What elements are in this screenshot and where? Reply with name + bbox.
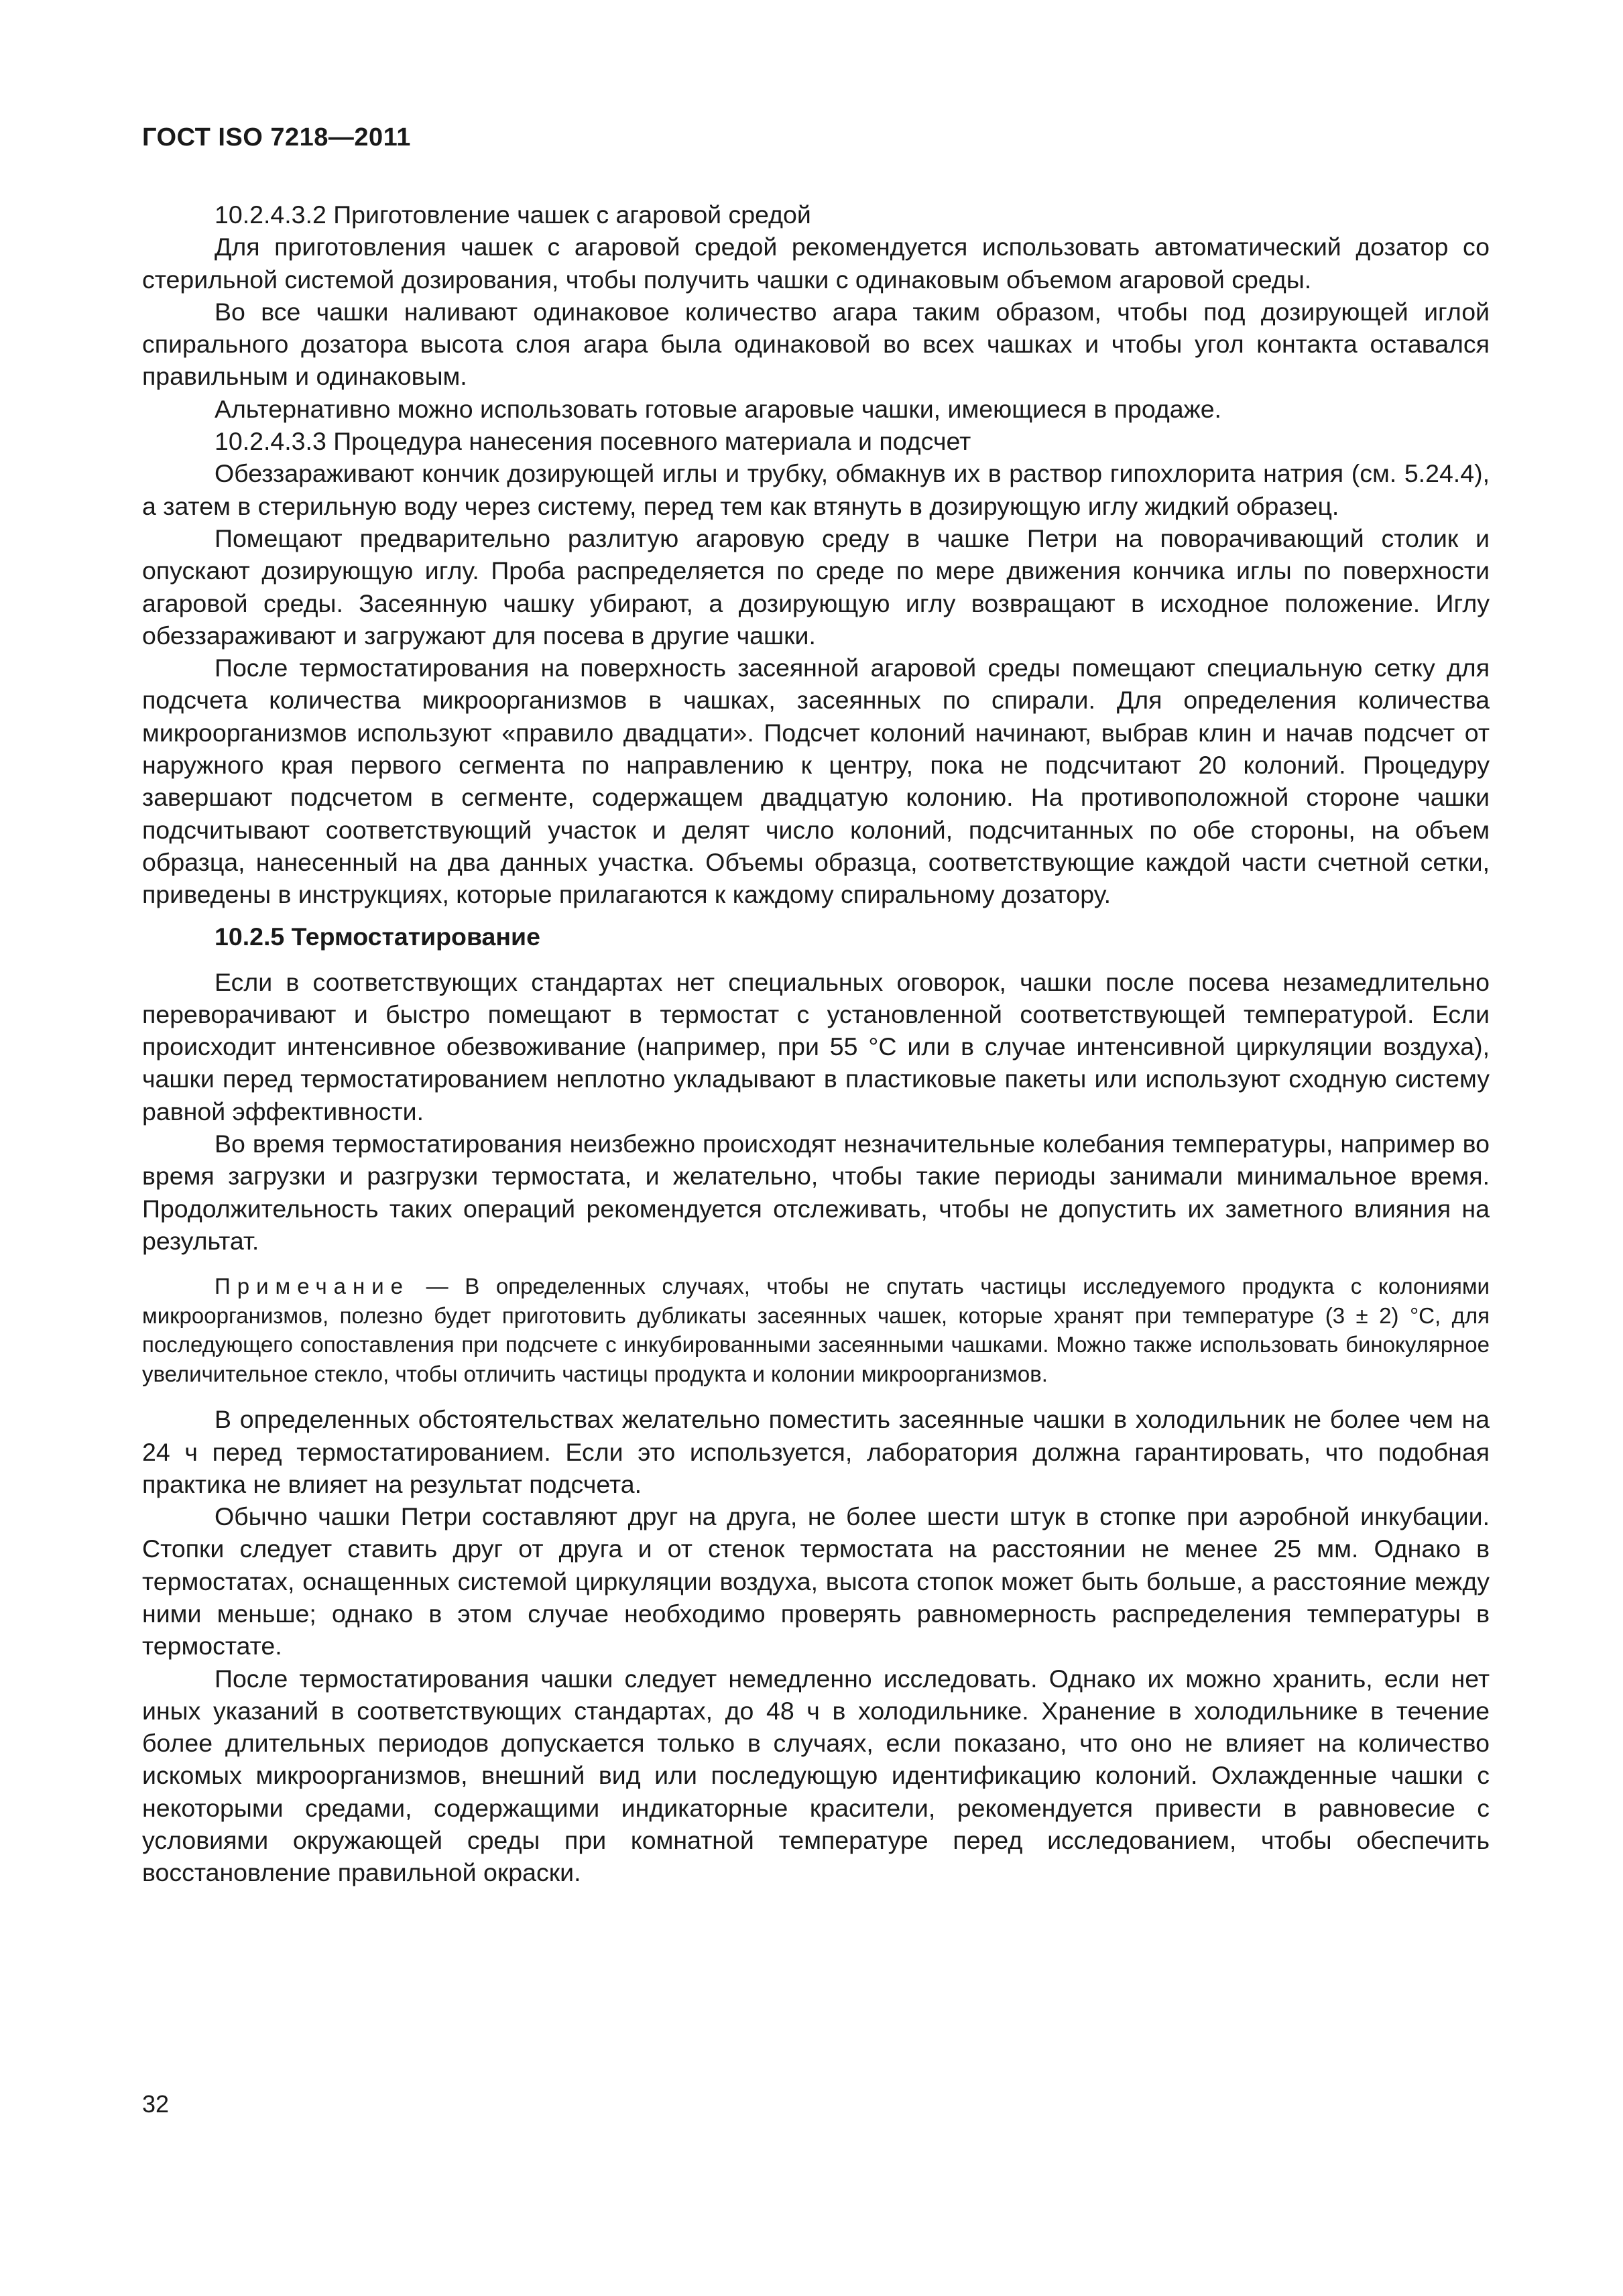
clause-10-2-4-3-3-title: 10.2.4.3.3 Процедура нанесения посевного материала и подсчет: [215, 427, 971, 456]
paragraph: Помещают предварительно разлитую агаровую среду в чашке Петри на поворачивающий столик и опускают дозирующую иглу. Проба распределяется по среде по мере движения кончика иглы по поверхности агаровой среды. Засеянную чашку убирают, а дозирующую иглу возвращают в исходное положение. Иглу обеззараживают и загружают для посева в другие чашки.: [142, 524, 1490, 650]
note-text: — В определенных случаях, чтобы не спутать частицы исследуемого продукта с колониями микроорганизмов, полезно будет приготовить дубликаты засеянных чашек, которые хранят при температуре (3 ± 2) °С, для последующего сопоставления при подсчете с инкубированными засеянными чашками. Можно также использовать бинокулярное увеличительное стекло, чтобы отличить частицы продукта и колонии микроорганизмов.: [142, 1274, 1490, 1386]
paragraph: После термостатирования на поверхность засеянной агаровой среды помещают специальную сетку для подсчета количества микроорганизмов в чашках, засеянных по спирали. Для определения количества микроорганизмов используют «правило двадцати». Подсчет колоний начинают, выбрав клин и начав подсчет от наружного края первого сегмента по направлению к центру, пока не подсчитают 20 колоний. Процедуру завершают подсчетом в сегменте, содержащем двадцатую колонию. На противоположной стороне чашки подсчитывают соответствующий участок и делят число колоний, подсчитанных по обе стороны, на объем образца, нанесенный на два данных участка. Объемы образца, соответствующие каждой части счетной сетки, приведены в инструкциях, которые прилагаются к каждому спиральному дозатору.: [142, 654, 1490, 909]
page-number: 32: [142, 2090, 170, 2118]
document-code-header: ГОСТ ISO 7218—2011: [142, 123, 411, 152]
document-body: [142, 198, 1490, 1889]
note-label: Примечание: [215, 1274, 410, 1299]
paragraph: Во все чашки наливают одинаковое количество агара таким образом, чтобы под дозирующей иглой спирального дозатора высота слоя агара была одинаковой во всех чашках и чтобы угол контакта оставался правильным и одинаковым.: [142, 297, 1490, 391]
paragraph: Во время термостатирования неизбежно происходят незначительные колебания температуры, например во время загрузки и разгрузки термостата, и желательно, чтобы такие периоды занимали минимальное время. Продолжительность таких операций рекомендуется отслеживать, чтобы не допустить их заметного влияния на результат.: [142, 1130, 1490, 1255]
note-block: [142, 1272, 1490, 1388]
paragraph: Если в соответствующих стандартах нет специальных оговорок, чашки после посева незамедлительно переворачивают и быстро помещают в термостат с установленной соответствующей температурой. Если происходит интенсивное обезвоживание (например, при 55 °С или в случае интенсивной циркуляции воздуха), чашки перед термостатированием неплотно укладывают в пластиковые пакеты или используют сходную систему равной эффективности.: [142, 967, 1490, 1126]
paragraph: Обычно чашки Петри составляют друг на друга, не более шести штук в стопке при аэробной инкубации. Стопки следует ставить друг от друга и от стенок термостата на расстоянии не менее 25 мм. Однако в термостатах, оснащенных системой циркуляции воздуха, высота стопок может быть больше, а расстояние между ними меньше; однако в этом случае необходимо проверять равномерность распределения температуры в термостате.: [142, 1502, 1490, 1660]
paragraph: Для приготовления чашек с агаровой средой рекомендуется использовать автоматический дозатор со стерильной системой дозирования, чтобы получить чашки с одинаковым объемом агаровой среды.: [142, 233, 1490, 294]
paragraph: Обеззараживают кончик дозирующей иглы и трубку, обмакнув их в раствор гипохлорита натрия (см. 5.24.4), а затем в стерильную воду через систему, перед тем как втянуть в дозирующую иглу жидкий образец.: [142, 459, 1490, 520]
paragraph: В определенных обстоятельствах желательно поместить засеянные чашки в холодильник не более чем на 24 ч перед термостатированием. Если это используется, лаборатория должна гарантировать, что подобная практика не влияет на результат подсчета.: [142, 1405, 1490, 1498]
paragraph: После термостатирования чашки следует немедленно исследовать. Однако их можно хранить, если нет иных указаний в соответствующих стандартах, до 48 ч в холодильнике. Хранение в холодильнике в течение более длительных периодов допускается только в случаях, если показано, что оно не влияет на количество искомых микроорганизмов, внешний вид или последующую идентификацию колоний. Охлажденные чашки с некоторыми средами, содержащими индикаторные красители, рекомендуется привести в равновесие с условиями окружающей среды при комнатной температуре перед исследованием, чтобы обеспечить восстановление правильной окраски.: [142, 1664, 1490, 1887]
section-heading-10-2-5: 10.2.5 Термостатирование: [215, 922, 540, 951]
paragraph: Альтернативно можно использовать готовые агаровые чашки, имеющиеся в продаже.: [215, 394, 1221, 423]
clause-10-2-4-3-2-title: 10.2.4.3.2 Приготовление чашек с агаровой средой: [215, 200, 811, 229]
